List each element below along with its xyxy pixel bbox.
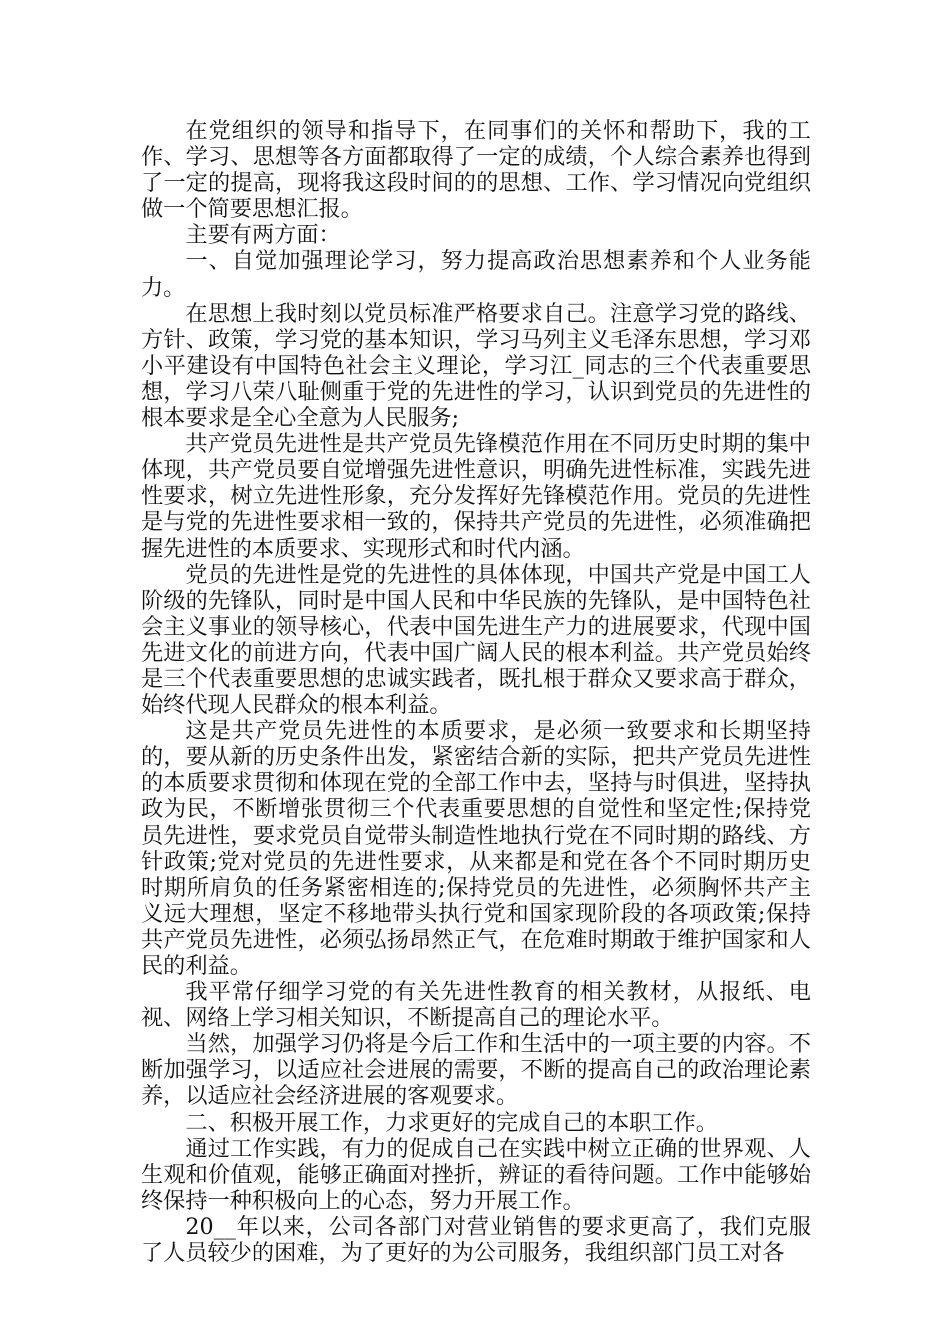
paragraph-advanced-nature: 共产党员先进性是共产党员先锋模范作用在不同历史时期的集中体现，共产党员要自觉增强先进性意识，明确先进性标准，实践先进性要求，树立先进性形象，充分发挥好先锋模范作用。党员的先进性是与党的先进性要求相一致的，保持共产党员的先进性，必须准确把握先进性的本质要求、实现形式和时代内涵。 — [141, 431, 811, 562]
paragraph-study-materials: 我平常仔细学习党的有关先进性教育的相关教材，从报纸、电视、网络上学习相关知识，不断提高自己的理论水平。 — [141, 979, 811, 1032]
paragraph-work-practice: 通过工作实践，有力的促成自己在实践中树立正确的世界观、人生观和价值观，能够正确面对挫折，辨证的看待问题。工作中能够始终保持一种积极向上的心态，努力开展工作。 — [141, 1135, 811, 1214]
paragraph-continued-learning: 当然，加强学习仍将是今后工作和生活中的一项主要的内容。不断加强学习，以适应社会进展的需要，不断的提高自己的政治理论素养，以适应社会经济进展的客观要求。 — [141, 1031, 811, 1110]
paragraph-party-standards: 在思想上我时刻以党员标准严格要求自己。注意学习党的路线、方针、政策，学习党的基本知识，学习马列主义毛泽东思想，学习邓小平建设有中国特色社会主义理论，学习江_同志的三个代表重要思想，学习八荣八耻侧重于党的先进性的学习，认识到党员的先进性的根本要求是全心全意为人民服务; — [141, 300, 811, 432]
paragraph-intro: 在党组织的领导和指导下，在同事们的关怀和帮助下，我的工作、学习、思想等各方面都取得了一定的成绩，个人综合素养也得到了一定的提高，现将我这段时间的的思想、工作、学习情况向党组织做一个简要思想汇报。 — [141, 118, 811, 223]
paragraph-essential-requirements: 这是共产党员先进性的本质要求，是必须一致要求和长期坚持的，要从新的历史条件出发，紧密结合新的实际，把共产党员先进性的本质要求贯彻和体现在党的全部工作中去，坚持与时俱进，坚持执政为民，不断增张贯彻三个代表重要思想的自觉性和坚定性;保持党员先进性，要求党员自觉带头制造性地执行党在不同时期的路线、方针政策;党对党员的先进性要求，从来都是和党在各个不同时期历史时期所肩负的任务紧密相连的;保持党员的先进性，必须胸怀共产主义远大理想，坚定不移地带头执行党和国家现阶段的各项政策;保持共产党员先进性，必须弘扬昂然正气，在危难时期敢于维护国家和人民的利益。 — [141, 718, 811, 979]
paragraph-party-vanguard: 党员的先进性是党的先进性的具体体现，中国共产党是中国工人阶级的先锋队，同时是中国人民和中华民族的先锋队，是中国特色社会主义事业的领导核心，代表中国先进生产力的进展要求，代现中国先进文化的前进方向，代表中国广阔人民的根本利益。共产党员始终是三个代表重要思想的忠诚实践者，既扎根于群众又要求高于群众，始终代现人民群众的根本利益。 — [141, 561, 811, 719]
document-body — [141, 118, 811, 1266]
section-heading-theory-study: 一、自觉加强理论学习，努力提高政治思想素养和个人业务能力。 — [141, 248, 811, 301]
section-heading-work: 二、积极开展工作，力求更好的完成自己的本职工作。 — [185, 1109, 718, 1136]
paragraph-sales-requirements: 20__年以来，公司各部门对营业销售的要求更高了，我们克服了人员较少的困难，为了更好的为公司服务，我组织部门员工对各 — [141, 1213, 811, 1267]
paragraph-two-aspects: 主要有两方面： — [185, 222, 341, 249]
